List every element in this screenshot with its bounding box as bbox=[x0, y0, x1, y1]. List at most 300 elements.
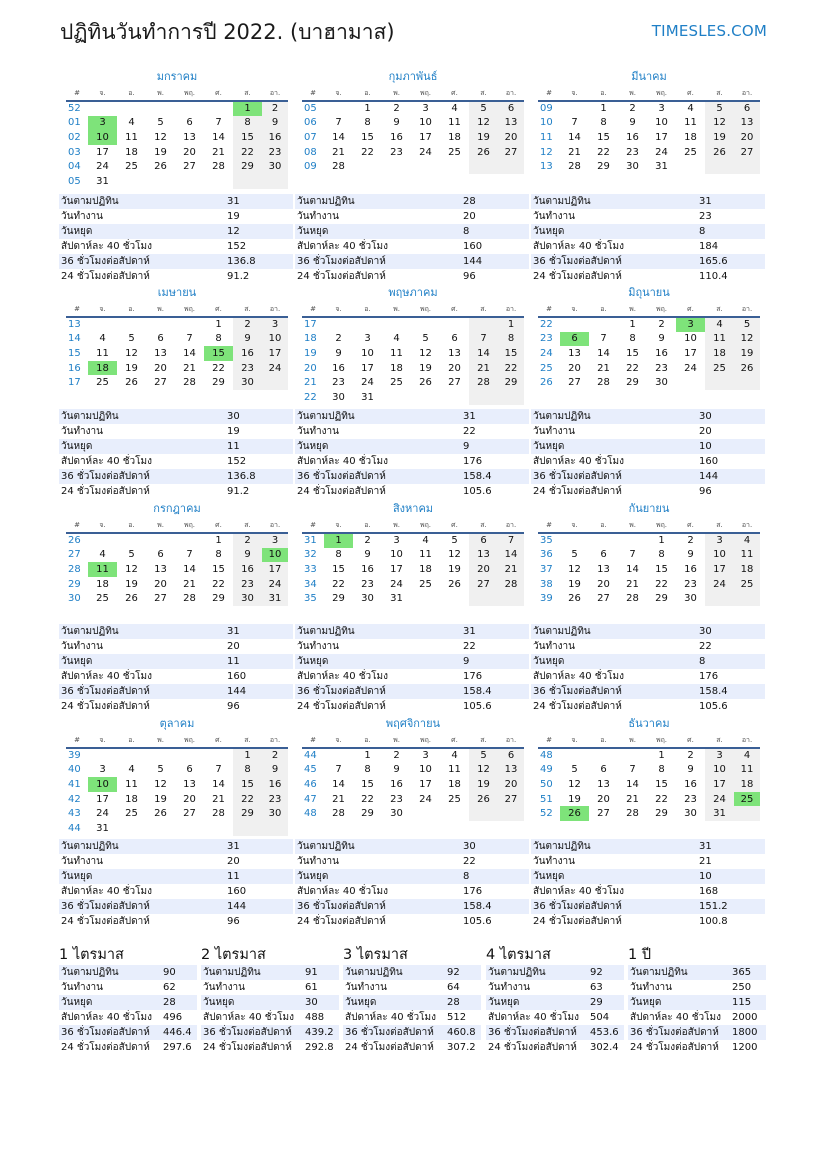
day-cell[interactable]: 22 bbox=[361, 793, 374, 805]
day-cell[interactable]: 29 bbox=[597, 161, 610, 173]
day-cell[interactable]: 27 bbox=[734, 145, 760, 160]
day-cell[interactable]: 23 bbox=[390, 793, 403, 805]
day-cell[interactable]: 31 bbox=[705, 806, 734, 821]
day-cell[interactable]: 16 bbox=[233, 346, 262, 361]
day-cell[interactable]: 27 bbox=[183, 161, 196, 173]
day-cell[interactable]: 15 bbox=[597, 131, 610, 143]
day-cell[interactable]: 12 bbox=[154, 131, 167, 143]
day-cell[interactable]: 8 bbox=[629, 333, 636, 345]
day-cell[interactable]: 6 bbox=[498, 101, 524, 116]
day-cell[interactable]: 12 bbox=[125, 563, 138, 575]
day-cell[interactable]: 7 bbox=[186, 549, 193, 561]
day-cell[interactable]: 19 bbox=[125, 578, 138, 590]
day-cell[interactable]: 22 bbox=[655, 578, 668, 590]
day-cell[interactable]: 13 bbox=[498, 763, 524, 778]
day-cell[interactable]: 23 bbox=[626, 146, 639, 158]
day-cell[interactable]: 30 bbox=[361, 593, 374, 605]
day-cell[interactable]: 4 bbox=[422, 535, 429, 547]
day-cell[interactable]: 29 bbox=[332, 593, 345, 605]
day-cell[interactable]: 12 bbox=[469, 763, 498, 778]
day-cell[interactable]: 16 bbox=[390, 778, 403, 790]
day-cell[interactable]: 11 bbox=[448, 117, 461, 129]
day-cell[interactable]: 11 bbox=[96, 347, 109, 359]
day-cell[interactable]: 18 bbox=[125, 793, 138, 805]
day-cell[interactable]: 8 bbox=[233, 763, 262, 778]
day-cell[interactable]: 12 bbox=[448, 549, 461, 561]
day-cell[interactable]: 26 bbox=[469, 792, 498, 807]
day-cell[interactable]: 30 bbox=[332, 391, 345, 403]
day-cell[interactable]: 1 bbox=[215, 535, 222, 547]
day-cell[interactable]: 28 bbox=[332, 808, 345, 820]
day-cell[interactable]: 20 bbox=[469, 562, 498, 577]
day-cell[interactable]: 10 bbox=[419, 117, 432, 129]
day-cell[interactable]: 25 bbox=[448, 793, 461, 805]
day-cell[interactable]: 9 bbox=[687, 764, 694, 776]
day-cell[interactable]: 18 bbox=[448, 778, 461, 790]
day-cell[interactable]: 25 bbox=[684, 146, 697, 158]
day-cell[interactable]: 20 bbox=[734, 130, 760, 145]
day-cell[interactable]: 31 bbox=[361, 391, 374, 403]
day-cell[interactable]: 24 bbox=[705, 577, 734, 592]
day-cell[interactable]: 19 bbox=[469, 777, 498, 792]
day-cell[interactable]: 17 bbox=[684, 347, 697, 359]
day-cell[interactable]: 7 bbox=[498, 533, 524, 548]
day-cell[interactable]: 1 bbox=[658, 535, 665, 547]
day-cell[interactable]: 28 bbox=[568, 161, 581, 173]
day-cell[interactable]: 1 bbox=[658, 750, 665, 762]
day-cell[interactable]: 17 bbox=[96, 793, 109, 805]
day-cell[interactable]: 20 bbox=[154, 578, 167, 590]
day-cell[interactable]: 13 bbox=[154, 347, 167, 359]
day-cell[interactable]: 7 bbox=[215, 764, 222, 776]
day-cell[interactable]: 14 bbox=[626, 563, 639, 575]
day-cell[interactable]: 29 bbox=[233, 806, 262, 821]
day-cell[interactable]: 21 bbox=[332, 146, 345, 158]
day-cell[interactable]: 9 bbox=[687, 549, 694, 561]
day-cell[interactable]: 3 bbox=[422, 103, 429, 115]
day-cell[interactable]: 18 bbox=[734, 777, 760, 792]
day-cell[interactable]: 8 bbox=[215, 549, 222, 561]
day-cell[interactable]: 17 bbox=[419, 778, 432, 790]
day-cell[interactable]: 4 bbox=[734, 748, 760, 763]
day-cell[interactable]: 28 bbox=[212, 161, 225, 173]
day-cell[interactable]: 3 bbox=[422, 750, 429, 762]
day-cell[interactable]: 26 bbox=[125, 377, 138, 389]
day-cell[interactable]: 15 bbox=[212, 563, 225, 575]
day-cell[interactable]: 28 bbox=[332, 161, 345, 173]
day-cell[interactable]: 20 bbox=[154, 362, 167, 374]
day-cell[interactable]: 5 bbox=[128, 549, 135, 561]
day-cell[interactable]: 3 bbox=[705, 748, 734, 763]
day-cell[interactable]: 21 bbox=[183, 578, 196, 590]
day-cell[interactable]: 17 bbox=[262, 562, 288, 577]
day-cell[interactable]: 2 bbox=[364, 535, 371, 547]
day-cell[interactable]: 13 bbox=[498, 116, 524, 131]
day-cell[interactable]: 21 bbox=[597, 362, 610, 374]
day-cell[interactable]: 14 bbox=[212, 778, 225, 790]
day-cell[interactable]: 20 bbox=[498, 130, 524, 145]
day-cell[interactable]: 27 bbox=[597, 593, 610, 605]
day-cell[interactable]: 1 bbox=[233, 101, 262, 116]
day-cell[interactable]: 22 bbox=[233, 145, 262, 160]
day-cell[interactable]: 7 bbox=[186, 333, 193, 345]
day-cell[interactable]: 15 bbox=[361, 131, 374, 143]
day-cell[interactable]: 15 bbox=[655, 778, 668, 790]
day-cell[interactable]: 24 bbox=[655, 146, 668, 158]
day-cell[interactable]: 1 bbox=[600, 103, 607, 115]
day-cell[interactable]: 7 bbox=[629, 764, 636, 776]
day-cell[interactable]: 10 bbox=[684, 333, 697, 345]
day-cell[interactable]: 15 bbox=[498, 346, 524, 361]
day-cell[interactable]: 8 bbox=[364, 117, 371, 129]
day-cell[interactable]: 2 bbox=[393, 103, 400, 115]
day-cell[interactable]: 6 bbox=[157, 549, 164, 561]
day-cell[interactable]: 14 bbox=[332, 778, 345, 790]
day-cell[interactable]: 19 bbox=[705, 130, 734, 145]
day-cell[interactable]: 11 bbox=[734, 548, 760, 563]
day-cell[interactable]: 10 bbox=[390, 549, 403, 561]
day-cell[interactable]: 22 bbox=[361, 146, 374, 158]
day-cell[interactable]: 13 bbox=[183, 778, 196, 790]
day-cell[interactable]: 19 bbox=[568, 578, 581, 590]
day-cell[interactable]: 16 bbox=[390, 131, 403, 143]
day-cell[interactable]: 23 bbox=[233, 577, 262, 592]
day-cell[interactable]: 26 bbox=[705, 145, 734, 160]
day-cell[interactable]: 26 bbox=[154, 161, 167, 173]
day-cell[interactable]: 30 bbox=[684, 593, 697, 605]
day-cell[interactable]: 4 bbox=[99, 549, 106, 561]
day-cell[interactable]: 26 bbox=[469, 145, 498, 160]
day-cell[interactable]: 24 bbox=[361, 377, 374, 389]
day-cell[interactable]: 6 bbox=[734, 101, 760, 116]
day-cell[interactable]: 4 bbox=[99, 333, 106, 345]
day-cell[interactable]: 17 bbox=[705, 562, 734, 577]
day-cell[interactable]: 13 bbox=[568, 347, 581, 359]
day-cell[interactable]: 15 bbox=[233, 130, 262, 145]
day-cell[interactable]: 5 bbox=[451, 535, 458, 547]
day-cell[interactable]: 8 bbox=[658, 549, 665, 561]
day-cell[interactable]: 23 bbox=[361, 578, 374, 590]
day-cell[interactable]: 30 bbox=[233, 375, 262, 390]
day-cell[interactable]: 6 bbox=[469, 533, 498, 548]
day-cell[interactable]: 18 bbox=[88, 361, 117, 376]
day-cell[interactable]: 19 bbox=[469, 130, 498, 145]
day-cell[interactable]: 8 bbox=[215, 333, 222, 345]
day-cell[interactable]: 5 bbox=[571, 549, 578, 561]
day-cell[interactable]: 23 bbox=[684, 793, 697, 805]
day-cell[interactable]: 11 bbox=[125, 778, 138, 790]
day-cell[interactable]: 29 bbox=[233, 159, 262, 174]
day-cell[interactable]: 12 bbox=[154, 778, 167, 790]
day-cell[interactable]: 15 bbox=[233, 777, 262, 792]
day-cell[interactable]: 9 bbox=[364, 549, 371, 561]
day-cell[interactable]: 17 bbox=[655, 131, 668, 143]
day-cell[interactable]: 25 bbox=[96, 593, 109, 605]
day-cell[interactable]: 9 bbox=[629, 117, 636, 129]
day-cell[interactable]: 16 bbox=[626, 131, 639, 143]
day-cell[interactable]: 30 bbox=[390, 808, 403, 820]
day-cell[interactable]: 10 bbox=[655, 117, 668, 129]
day-cell[interactable]: 30 bbox=[684, 808, 697, 820]
day-cell[interactable]: 13 bbox=[597, 778, 610, 790]
day-cell[interactable]: 28 bbox=[212, 808, 225, 820]
day-cell[interactable]: 23 bbox=[332, 377, 345, 389]
day-cell[interactable]: 16 bbox=[684, 563, 697, 575]
day-cell[interactable]: 22 bbox=[597, 146, 610, 158]
day-cell[interactable]: 4 bbox=[734, 533, 760, 548]
day-cell[interactable]: 5 bbox=[734, 317, 760, 332]
day-cell[interactable]: 27 bbox=[448, 377, 461, 389]
day-cell[interactable]: 17 bbox=[262, 346, 288, 361]
day-cell[interactable]: 21 bbox=[212, 146, 225, 158]
day-cell[interactable]: 31 bbox=[96, 822, 109, 834]
day-cell[interactable]: 24 bbox=[96, 808, 109, 820]
day-cell[interactable]: 8 bbox=[498, 332, 524, 347]
day-cell[interactable]: 14 bbox=[469, 346, 498, 361]
day-cell[interactable]: 31 bbox=[96, 175, 109, 187]
day-cell[interactable]: 2 bbox=[233, 317, 262, 332]
day-cell[interactable]: 7 bbox=[335, 117, 342, 129]
day-cell[interactable]: 28 bbox=[597, 377, 610, 389]
day-cell[interactable]: 9 bbox=[233, 332, 262, 347]
day-cell[interactable]: 11 bbox=[88, 562, 117, 577]
day-cell[interactable]: 11 bbox=[705, 332, 734, 347]
day-cell[interactable]: 13 bbox=[154, 563, 167, 575]
day-cell[interactable]: 5 bbox=[422, 333, 429, 345]
day-cell[interactable]: 23 bbox=[233, 361, 262, 376]
day-cell[interactable]: 21 bbox=[212, 793, 225, 805]
day-cell[interactable]: 12 bbox=[469, 116, 498, 131]
day-cell[interactable]: 31 bbox=[390, 593, 403, 605]
day-cell[interactable]: 18 bbox=[125, 146, 138, 158]
day-cell[interactable]: 11 bbox=[125, 131, 138, 143]
day-cell[interactable]: 22 bbox=[626, 362, 639, 374]
day-cell[interactable]: 14 bbox=[332, 131, 345, 143]
day-cell[interactable]: 25 bbox=[448, 146, 461, 158]
day-cell[interactable]: 8 bbox=[233, 116, 262, 131]
day-cell[interactable]: 21 bbox=[626, 793, 639, 805]
day-cell[interactable]: 18 bbox=[448, 131, 461, 143]
day-cell[interactable]: 23 bbox=[262, 792, 288, 807]
day-cell[interactable]: 17 bbox=[419, 131, 432, 143]
brand-link[interactable]: TIMESLES.COM bbox=[651, 22, 767, 40]
day-cell[interactable]: 25 bbox=[96, 377, 109, 389]
day-cell[interactable]: 3 bbox=[676, 317, 705, 332]
day-cell[interactable]: 11 bbox=[390, 347, 403, 359]
day-cell[interactable]: 6 bbox=[451, 333, 458, 345]
day-cell[interactable]: 16 bbox=[684, 778, 697, 790]
day-cell[interactable]: 18 bbox=[705, 346, 734, 361]
day-cell[interactable]: 22 bbox=[655, 793, 668, 805]
day-cell[interactable]: 23 bbox=[684, 578, 697, 590]
day-cell[interactable]: 2 bbox=[687, 535, 694, 547]
day-cell[interactable]: 4 bbox=[128, 117, 135, 129]
day-cell[interactable]: 1 bbox=[629, 319, 636, 331]
day-cell[interactable]: 20 bbox=[448, 362, 461, 374]
day-cell[interactable]: 29 bbox=[655, 593, 668, 605]
day-cell[interactable]: 7 bbox=[215, 117, 222, 129]
day-cell[interactable]: 17 bbox=[361, 362, 374, 374]
day-cell[interactable]: 24 bbox=[390, 578, 403, 590]
day-cell[interactable]: 25 bbox=[125, 808, 138, 820]
day-cell[interactable]: 20 bbox=[183, 146, 196, 158]
day-cell[interactable]: 15 bbox=[332, 563, 345, 575]
day-cell[interactable]: 11 bbox=[448, 764, 461, 776]
day-cell[interactable]: 10 bbox=[262, 548, 288, 563]
day-cell[interactable]: 16 bbox=[262, 130, 288, 145]
day-cell[interactable]: 16 bbox=[361, 563, 374, 575]
day-cell[interactable]: 21 bbox=[332, 793, 345, 805]
day-cell[interactable]: 21 bbox=[626, 578, 639, 590]
day-cell[interactable]: 3 bbox=[262, 533, 288, 548]
day-cell[interactable]: 12 bbox=[705, 116, 734, 131]
day-cell[interactable]: 9 bbox=[393, 764, 400, 776]
day-cell[interactable]: 25 bbox=[125, 161, 138, 173]
day-cell[interactable]: 14 bbox=[498, 548, 524, 563]
day-cell[interactable]: 23 bbox=[655, 362, 668, 374]
day-cell[interactable]: 24 bbox=[419, 146, 432, 158]
day-cell[interactable]: 29 bbox=[655, 808, 668, 820]
day-cell[interactable]: 29 bbox=[361, 808, 374, 820]
day-cell[interactable]: 19 bbox=[154, 793, 167, 805]
day-cell[interactable]: 18 bbox=[419, 563, 432, 575]
day-cell[interactable]: 10 bbox=[361, 347, 374, 359]
day-cell[interactable]: 16 bbox=[655, 347, 668, 359]
day-cell[interactable]: 9 bbox=[393, 117, 400, 129]
day-cell[interactable]: 10 bbox=[419, 764, 432, 776]
day-cell[interactable]: 25 bbox=[705, 361, 734, 376]
day-cell[interactable]: 1 bbox=[364, 103, 371, 115]
day-cell[interactable]: 21 bbox=[183, 362, 196, 374]
day-cell[interactable]: 7 bbox=[469, 332, 498, 347]
day-cell[interactable]: 22 bbox=[212, 362, 225, 374]
day-cell[interactable]: 4 bbox=[687, 103, 694, 115]
day-cell[interactable]: 8 bbox=[600, 117, 607, 129]
day-cell[interactable]: 15 bbox=[204, 346, 233, 361]
day-cell[interactable]: 27 bbox=[597, 808, 610, 820]
day-cell[interactable]: 16 bbox=[262, 777, 288, 792]
day-cell[interactable]: 25 bbox=[734, 792, 760, 807]
day-cell[interactable]: 6 bbox=[600, 764, 607, 776]
day-cell[interactable]: 20 bbox=[597, 793, 610, 805]
day-cell[interactable]: 18 bbox=[390, 362, 403, 374]
day-cell[interactable]: 10 bbox=[262, 332, 288, 347]
day-cell[interactable]: 19 bbox=[125, 362, 138, 374]
day-cell[interactable]: 28 bbox=[498, 577, 524, 592]
day-cell[interactable]: 28 bbox=[626, 593, 639, 605]
day-cell[interactable]: 18 bbox=[684, 131, 697, 143]
day-cell[interactable]: 5 bbox=[469, 748, 498, 763]
day-cell[interactable]: 9 bbox=[262, 763, 288, 778]
day-cell[interactable]: 22 bbox=[332, 578, 345, 590]
day-cell[interactable]: 19 bbox=[419, 362, 432, 374]
day-cell[interactable]: 5 bbox=[469, 101, 498, 116]
day-cell[interactable]: 4 bbox=[393, 333, 400, 345]
day-cell[interactable]: 29 bbox=[212, 377, 225, 389]
day-cell[interactable]: 5 bbox=[705, 101, 734, 116]
day-cell[interactable]: 6 bbox=[600, 549, 607, 561]
day-cell[interactable]: 27 bbox=[469, 577, 498, 592]
day-cell[interactable]: 3 bbox=[99, 764, 106, 776]
day-cell[interactable]: 10 bbox=[88, 130, 117, 145]
day-cell[interactable]: 5 bbox=[128, 333, 135, 345]
day-cell[interactable]: 12 bbox=[568, 563, 581, 575]
day-cell[interactable]: 19 bbox=[568, 793, 581, 805]
day-cell[interactable]: 2 bbox=[629, 103, 636, 115]
day-cell[interactable]: 30 bbox=[262, 806, 288, 821]
day-cell[interactable]: 15 bbox=[655, 563, 668, 575]
day-cell[interactable]: 13 bbox=[448, 347, 461, 359]
day-cell[interactable]: 8 bbox=[658, 764, 665, 776]
day-cell[interactable]: 3 bbox=[88, 116, 117, 131]
day-cell[interactable]: 20 bbox=[183, 793, 196, 805]
day-cell[interactable]: 2 bbox=[262, 748, 288, 763]
day-cell[interactable]: 19 bbox=[154, 146, 167, 158]
day-cell[interactable]: 27 bbox=[154, 593, 167, 605]
day-cell[interactable]: 12 bbox=[125, 347, 138, 359]
day-cell[interactable]: 23 bbox=[390, 146, 403, 158]
day-cell[interactable]: 26 bbox=[568, 593, 581, 605]
day-cell[interactable]: 10 bbox=[705, 548, 734, 563]
day-cell[interactable]: 3 bbox=[658, 103, 665, 115]
day-cell[interactable]: 15 bbox=[361, 778, 374, 790]
day-cell[interactable]: 27 bbox=[154, 377, 167, 389]
day-cell[interactable]: 26 bbox=[154, 808, 167, 820]
day-cell[interactable]: 27 bbox=[568, 377, 581, 389]
day-cell[interactable]: 26 bbox=[125, 593, 138, 605]
day-cell[interactable]: 31 bbox=[655, 161, 668, 173]
day-cell[interactable]: 10 bbox=[705, 763, 734, 778]
day-cell[interactable]: 2 bbox=[393, 750, 400, 762]
day-cell[interactable]: 14 bbox=[183, 347, 196, 359]
day-cell[interactable]: 3 bbox=[262, 317, 288, 332]
day-cell[interactable]: 30 bbox=[655, 377, 668, 389]
day-cell[interactable]: 26 bbox=[448, 578, 461, 590]
day-cell[interactable]: 4 bbox=[705, 317, 734, 332]
day-cell[interactable]: 29 bbox=[212, 593, 225, 605]
day-cell[interactable]: 1 bbox=[215, 319, 222, 331]
day-cell[interactable]: 15 bbox=[626, 347, 639, 359]
day-cell[interactable]: 5 bbox=[571, 764, 578, 776]
day-cell[interactable]: 20 bbox=[498, 777, 524, 792]
day-cell[interactable]: 13 bbox=[469, 548, 498, 563]
day-cell[interactable]: 26 bbox=[560, 806, 589, 821]
day-cell[interactable]: 21 bbox=[498, 562, 524, 577]
day-cell[interactable]: 2 bbox=[262, 101, 288, 116]
day-cell[interactable]: 8 bbox=[364, 764, 371, 776]
day-cell[interactable]: 17 bbox=[705, 777, 734, 792]
day-cell[interactable]: 3 bbox=[705, 533, 734, 548]
day-cell[interactable]: 25 bbox=[390, 377, 403, 389]
day-cell[interactable]: 12 bbox=[419, 347, 432, 359]
day-cell[interactable]: 11 bbox=[419, 549, 432, 561]
day-cell[interactable]: 23 bbox=[262, 145, 288, 160]
day-cell[interactable]: 12 bbox=[734, 332, 760, 347]
day-cell[interactable]: 6 bbox=[560, 332, 589, 347]
day-cell[interactable]: 1 bbox=[324, 533, 353, 548]
day-cell[interactable]: 13 bbox=[597, 563, 610, 575]
day-cell[interactable]: 3 bbox=[393, 535, 400, 547]
day-cell[interactable]: 13 bbox=[734, 116, 760, 131]
day-cell[interactable]: 2 bbox=[233, 533, 262, 548]
day-cell[interactable]: 28 bbox=[183, 377, 196, 389]
day-cell[interactable]: 24 bbox=[419, 793, 432, 805]
day-cell[interactable]: 1 bbox=[364, 750, 371, 762]
day-cell[interactable]: 1 bbox=[233, 748, 262, 763]
day-cell[interactable]: 26 bbox=[419, 377, 432, 389]
day-cell[interactable]: 25 bbox=[419, 578, 432, 590]
day-cell[interactable]: 29 bbox=[498, 375, 524, 390]
